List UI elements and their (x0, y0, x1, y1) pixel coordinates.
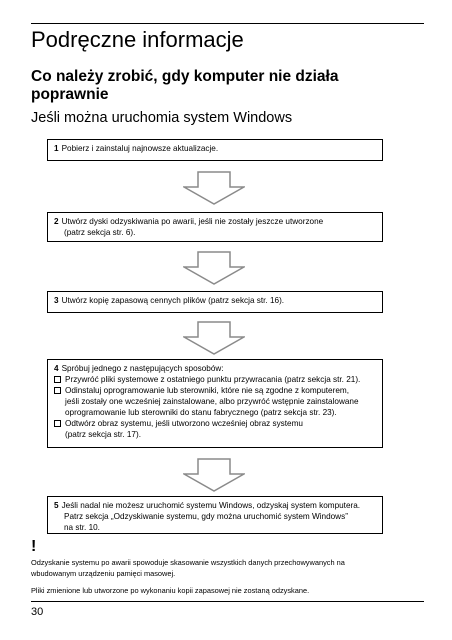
section-heading-line-1: Co należy zrobić, gdy komputer nie działa (31, 68, 339, 85)
step-4-option-3 (54, 418, 376, 440)
down-arrow-icon (183, 171, 245, 205)
option-line: Odtwórz obraz systemu, jeśli utworzono wcześniej obraz systemu (65, 419, 303, 428)
section-heading-line-2: poprawnie (31, 86, 109, 103)
option-line: oprogramowanie lub sterowniki do stanu fabrycznego (patrz sekcja str. 23). (65, 408, 337, 417)
top-rule (31, 23, 424, 24)
step-5-line-2: Patrz sekcja „Odzyskiwanie systemu, gdy można uruchomić system Windows” (64, 512, 348, 521)
step-1-box (47, 139, 383, 161)
step-1-number: 1 (54, 144, 59, 153)
step-2-number: 2 (54, 217, 59, 226)
warning-icon: ! (31, 538, 37, 555)
page-number: 30 (31, 606, 44, 618)
page-title: Podręczne informacje (31, 27, 244, 52)
warning-note-1 (31, 557, 391, 579)
section-heading (31, 68, 338, 104)
step-4-intro: Spróbuj jednego z następujących sposobów: (61, 364, 224, 373)
step-5-number: 5 (54, 501, 59, 510)
step-2-line-2: (patrz sekcja str. 6). (64, 228, 136, 237)
subsection-heading: Jeśli można uruchomia system Windows (31, 110, 293, 126)
warning-note-line-2: wbudowanym urządzeniu pamięci masowej. (31, 569, 176, 578)
option-line: Przywróć pliki systemowe z ostatniego punktu przywracania (patrz sekcja str. 21). (65, 375, 361, 384)
step-5-line-3: na str. 10. (64, 523, 100, 532)
step-4-box (47, 359, 383, 448)
warning-note-2: Pliki zmienione lub utworzone po wykonaniu kopii zapasowej nie zostaną odzyskane. (31, 586, 310, 595)
down-arrow-icon (183, 321, 245, 355)
step-5-box (47, 496, 383, 534)
warning-note-line-1: Odzyskanie systemu po awarii spowoduje skasowanie wszystkich danych przechowywanych na (31, 558, 345, 567)
bottom-rule (31, 601, 424, 602)
down-arrow-icon (183, 251, 245, 285)
step-3-text: Utwórz kopię zapasową cennych plików (patrz sekcja str. 16). (61, 296, 285, 305)
checkbox-bullet-icon (54, 420, 61, 427)
checkbox-bullet-icon (54, 376, 61, 383)
step-4-number: 4 (54, 364, 59, 373)
option-line: (patrz sekcja str. 17). (65, 430, 141, 439)
step-2-box (47, 212, 383, 242)
down-arrow-icon (183, 458, 245, 492)
step-3-number: 3 (54, 296, 59, 305)
step-3-box (47, 291, 383, 313)
step-1-text: Pobierz i zainstaluj najnowsze aktualizacje. (61, 144, 219, 153)
option-line: jeśli zostały one wcześniej zainstalowane, albo przywróć wstępnie zainstalowane (65, 397, 359, 406)
step-4-option-1 (54, 374, 376, 385)
step-5-line-1: Jeśli nadal nie możesz uruchomić systemu Windows, odzyskaj system komputera. (61, 501, 361, 510)
step-2-line-1: Utwórz dyski odzyskiwania po awarii, jeśli nie zostały jeszcze utworzone (61, 217, 324, 226)
checkbox-bullet-icon (54, 387, 61, 394)
option-line: Odinstaluj oprogramowanie lub sterowniki, które nie są zgodne z komputerem, (65, 386, 349, 395)
step-4-option-2 (54, 385, 376, 418)
